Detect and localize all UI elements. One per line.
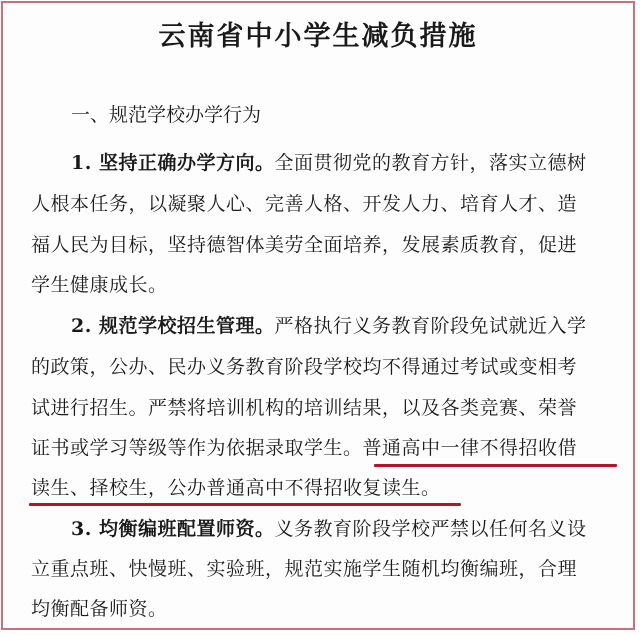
item-1-heading: 1. 坚持正确办学方向。 xyxy=(71,152,275,174)
highlight-underline-1 xyxy=(374,464,617,467)
item-3-line-2: 立重点班、快慢班、实验班，规范实施学生随机均衡编班，合理 xyxy=(31,558,578,580)
item-2-line-3: 试进行招生。严禁将培训机构的培训结果，以及各类竞赛、荣誉 xyxy=(31,397,578,419)
item-3-heading: 3. 均衡编班配置师资。 xyxy=(71,518,275,540)
item-3-text: 义务教育阶段学校严禁以任何名义设 xyxy=(274,518,587,540)
item-1-text: 全面贯彻党的教育方针，落实立德树 xyxy=(274,152,587,174)
item-2-text: 严格执行义务教育阶段免试就近入学 xyxy=(274,315,587,337)
item-1-line-2: 人根本任务，以凝聚人心、完善人格、开发人力、培育人才、造 xyxy=(31,193,578,215)
item-2-line-4 xyxy=(31,434,577,462)
document-title: 云南省中小学生减负措施 xyxy=(158,21,478,52)
section-heading: 一、规范学校办学行为 xyxy=(71,104,262,126)
item-2-heading: 2. 规范学校招生管理。 xyxy=(71,315,275,337)
highlight-underline-2 xyxy=(29,503,461,506)
item-1-first-line xyxy=(71,149,586,177)
highlighted-text-part-2: 读生、择校生，公办普通高中不得招收复读生。 xyxy=(31,477,441,499)
item-2-first-line xyxy=(71,312,586,340)
document-frame xyxy=(1,1,635,630)
item-1-line-3: 福人民为目标，坚持德智体美劳全面培养，发展素质教育，促进 xyxy=(31,234,578,256)
highlighted-text-part-1: 普通高中一律不得招收借 xyxy=(362,437,578,459)
item-3-line-3: 均衡配备师资。 xyxy=(31,598,168,620)
item-2-line-2: 的政策，公办、民办义务教育阶段学校均不得通过考试或变相考 xyxy=(31,356,578,378)
item-1-line-4: 学生健康成长。 xyxy=(31,274,168,296)
item-3-first-line xyxy=(71,515,586,543)
item-2-line-4-text: 证书或学习等级等作为依据录取学生。 xyxy=(31,437,363,459)
